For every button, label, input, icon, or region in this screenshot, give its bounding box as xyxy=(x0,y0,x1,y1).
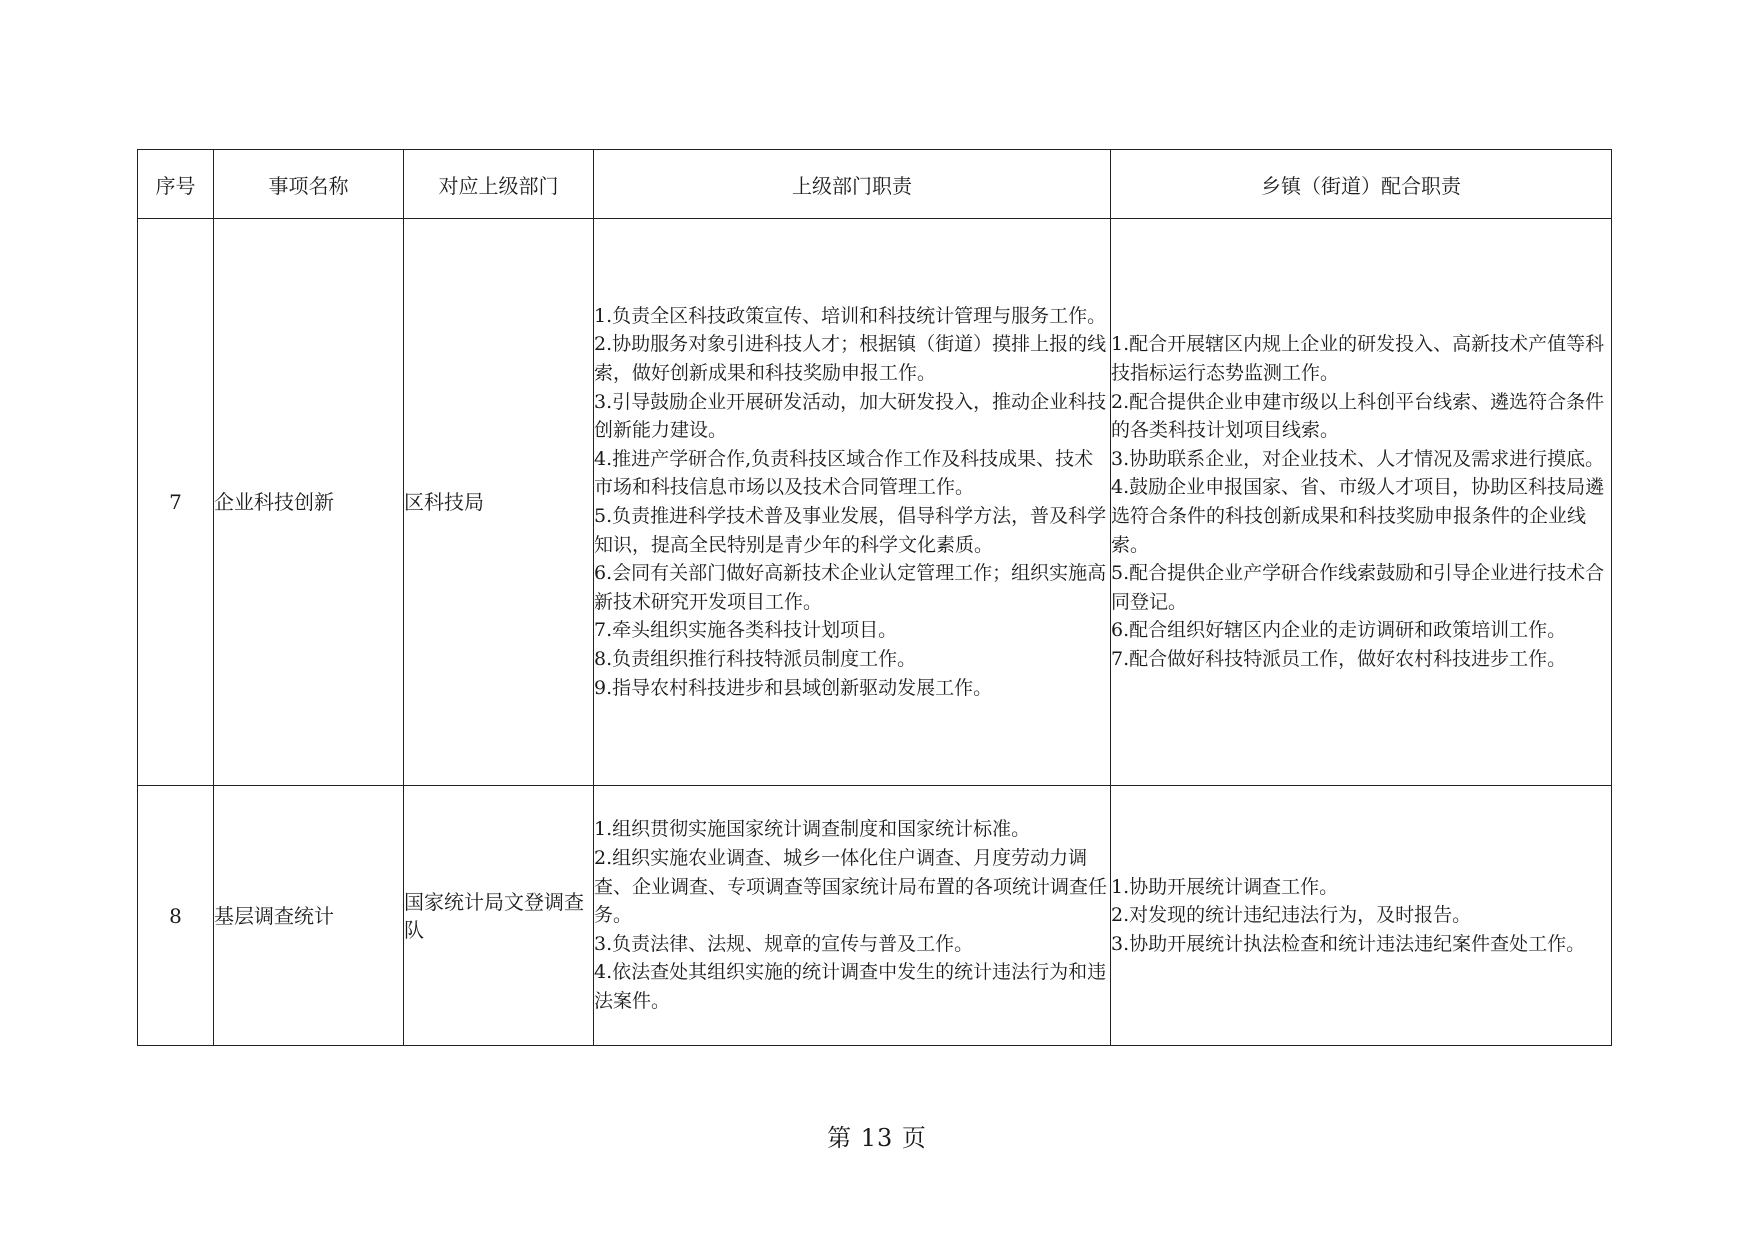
coop-item: 3.协助开展统计执法检查和统计违法违纪案件查处工作。 xyxy=(1111,932,1586,955)
duties-table xyxy=(137,149,1612,1046)
department-name: 国家统计局文登调查队 xyxy=(404,786,594,1046)
duty-item: 5.负责推进科学技术普及事业发展，倡导科学方法，普及科学知识，提高全民特别是青少年的科学文化素质。 xyxy=(594,505,1107,556)
duty-item: 1.组织贯彻实施国家统计调查制度和国家统计标准。 xyxy=(594,818,1031,841)
coop-item: 2.配合提供企业申建市级以上科创平台线索、遴选符合条件的各类科技计划项目线索。 xyxy=(1111,390,1605,442)
header-coop: 乡镇（街道）配合职责 xyxy=(1111,150,1612,219)
duty-item: 9.指导农村科技进步和县域创新驱动发展工作。 xyxy=(594,676,993,699)
coop-item: 1.协助开展统计调查工作。 xyxy=(1111,875,1339,898)
item-name: 企业科技创新 xyxy=(214,219,404,786)
coop-item: 7.配合做好科技特派员工作，做好农村科技进步工作。 xyxy=(1111,647,1567,670)
table-row xyxy=(138,786,1612,1046)
coop-item: 6.配合组织好辖区内企业的走访调研和政策培训工作。 xyxy=(1111,619,1567,642)
duty-item: 8.负责组织推行科技特派员制度工作。 xyxy=(594,647,917,670)
table-header-row xyxy=(138,150,1612,219)
header-no: 序号 xyxy=(138,150,214,219)
township-coop-duties xyxy=(1111,786,1612,1046)
page-number: 第 13 页 xyxy=(827,1124,927,1152)
duty-item: 2.组织实施农业调查、城乡一体化住户调查、月度劳动力调查、企业调查、专项调查等国家统计局布置的各项统计调查任务。 xyxy=(594,847,1108,927)
duty-item: 4.推进产学研合作,负责科技区域合作工作及科技成果、技术市场和科技信息市场以及技术合同管理工作。 xyxy=(594,447,1094,499)
duty-item: 2.协助服务对象引进科技人才；根据镇（街道）摸排上报的线索，做好创新成果和科技奖励申报工作。 xyxy=(594,333,1107,385)
coop-item: 3.协助联系企业，对企业技术、人才情况及需求进行摸底。 xyxy=(1111,447,1605,470)
coop-item: 5.配合提供企业产学研合作线索鼓励和引导企业进行技术合同登记。 xyxy=(1111,562,1605,613)
duty-item: 6.会同有关部门做好高新技术企业认定管理工作；组织实施高新技术研究开发项目工作。 xyxy=(594,562,1107,613)
superior-duties xyxy=(594,219,1111,786)
coop-item: 4.鼓励企业申报国家、省、市级人才项目，协助区科技局遴选符合条件的科技创新成果和科技奖励申报条件的企业线索。 xyxy=(1111,476,1605,556)
row-number: 8 xyxy=(138,786,214,1046)
coop-item: 1.配合开展辖区内规上企业的研发投入、高新技术产值等科技指标运行态势监测工作。 xyxy=(1111,333,1605,385)
superior-duties xyxy=(594,786,1111,1046)
item-name: 基层调查统计 xyxy=(214,786,404,1046)
duty-item: 3.负责法律、法规、规章的宣传与普及工作。 xyxy=(594,932,974,955)
duty-item: 3.引导鼓励企业开展研发活动，加大研发投入，推动企业科技创新能力建设。 xyxy=(594,390,1107,442)
header-dept: 对应上级部门 xyxy=(404,150,594,219)
row-number: 7 xyxy=(138,219,214,786)
township-coop-duties xyxy=(1111,219,1612,786)
table-row xyxy=(138,219,1612,786)
duty-item: 1.负责全区科技政策宣传、培训和科技统计管理与服务工作。 xyxy=(594,304,1107,327)
duty-item: 4.依法查处其组织实施的统计调查中发生的统计违法行为和违法案件。 xyxy=(594,961,1107,1012)
header-duty: 上级部门职责 xyxy=(594,150,1111,219)
department-name: 区科技局 xyxy=(404,219,594,786)
header-item-name: 事项名称 xyxy=(214,150,404,219)
coop-item: 2.对发现的统计违纪违法行为，及时报告。 xyxy=(1111,904,1472,927)
duty-item: 7.牵头组织实施各类科技计划项目。 xyxy=(594,619,898,642)
